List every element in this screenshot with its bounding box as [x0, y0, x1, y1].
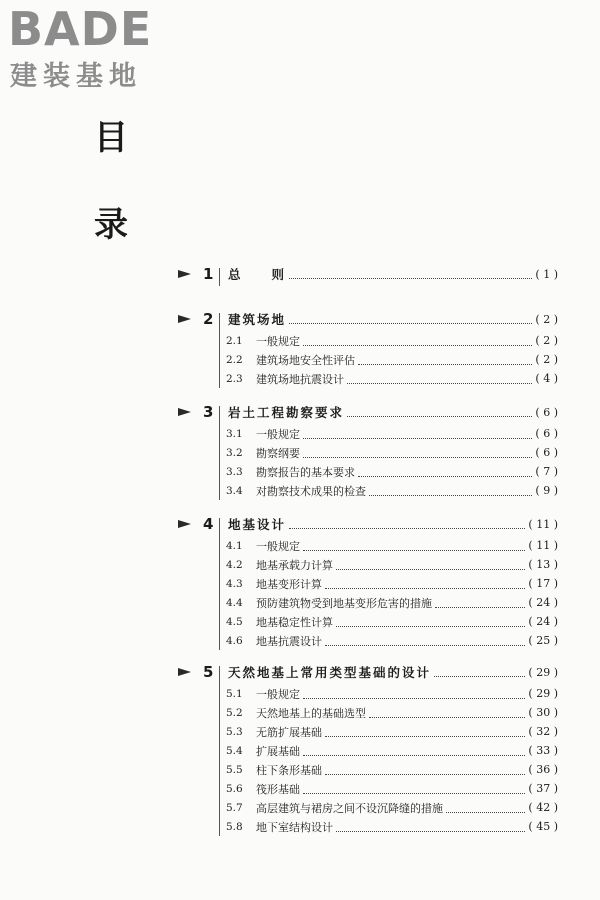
leader-dots	[303, 549, 525, 551]
section-number: 4.6	[226, 634, 243, 647]
chapter-title: 总 则	[228, 267, 287, 282]
section-row[interactable]	[226, 331, 558, 350]
section-number: 4.3	[226, 577, 243, 590]
section-row[interactable]	[226, 779, 558, 798]
page-number: ( 33 )	[528, 744, 558, 757]
page-number: ( 2 )	[535, 312, 558, 326]
section-title: 一般规定	[256, 687, 300, 701]
section-number: 5.5	[226, 763, 243, 776]
leader-dots	[369, 494, 532, 496]
chapter-1	[178, 262, 558, 286]
section-row[interactable]	[226, 684, 558, 703]
section-number: 5.1	[226, 687, 243, 700]
section-title: 地基稳定性计算	[256, 615, 333, 629]
arrow-right-icon	[178, 270, 191, 278]
section-title: 一般规定	[256, 334, 300, 348]
section-row[interactable]	[226, 612, 558, 631]
section-row[interactable]	[226, 369, 558, 388]
section-number: 2.3	[226, 372, 243, 385]
section-number: 5.7	[226, 801, 243, 814]
section-title: 建筑场地抗震设计	[256, 372, 344, 386]
page-number: ( 2 )	[535, 334, 558, 347]
page-number: ( 17 )	[528, 577, 558, 590]
leader-dots	[289, 322, 532, 324]
chapter-row[interactable]	[178, 307, 558, 331]
section-row[interactable]	[226, 462, 558, 481]
leader-dots	[303, 456, 532, 458]
section-title: 天然地基上的基础选型	[256, 706, 366, 720]
page-number: ( 25 )	[528, 634, 558, 647]
leader-dots	[303, 792, 525, 794]
leader-dots	[289, 277, 532, 279]
section-row[interactable]	[226, 703, 558, 722]
chapter-title: 岩土工程勘察要求	[228, 405, 345, 420]
section-title: 高层建筑与裙房之间不设沉降缝的措施	[256, 801, 443, 815]
page-number: ( 6 )	[535, 427, 558, 440]
leader-dots	[336, 568, 525, 570]
section-row[interactable]	[226, 798, 558, 817]
section-title: 地基抗震设计	[256, 634, 322, 648]
chapter-row[interactable]	[178, 512, 558, 536]
chapter-row[interactable]	[178, 262, 558, 286]
section-row[interactable]	[226, 536, 558, 555]
leader-dots	[347, 415, 532, 417]
section-title: 柱下条形基础	[256, 763, 322, 777]
chapter-title-line	[228, 400, 558, 424]
chapter-4	[178, 512, 558, 650]
page-number: ( 6 )	[535, 446, 558, 459]
page-number: ( 36 )	[528, 763, 558, 776]
section-number: 3.1	[226, 427, 243, 440]
chapter-number: 3	[203, 403, 214, 421]
section-number: 4.4	[226, 596, 243, 609]
section-title: 建筑场地安全性评估	[256, 353, 355, 367]
section-title: 勘察报告的基本要求	[256, 465, 355, 479]
section-row[interactable]	[226, 722, 558, 741]
leader-dots	[347, 382, 532, 384]
chapter-title-line	[228, 307, 558, 331]
leader-dots	[446, 811, 525, 813]
chapter-divider-bar	[219, 313, 220, 388]
page-number: ( 1 )	[535, 267, 558, 281]
section-row[interactable]	[226, 424, 558, 443]
page-number: ( 24 )	[528, 596, 558, 609]
page-number: ( 42 )	[528, 801, 558, 814]
leader-dots	[303, 437, 532, 439]
chapter-divider-bar	[219, 518, 220, 650]
page-number: ( 11 )	[528, 517, 558, 531]
chapter-divider-bar	[219, 406, 220, 500]
section-number: 3.3	[226, 465, 243, 478]
page-number: ( 29 )	[528, 665, 558, 679]
brand-logo	[8, 2, 178, 97]
arrow-right-icon	[178, 668, 191, 676]
logo-subtitle: 建装基地	[10, 61, 142, 92]
chapter-number: 5	[203, 663, 214, 681]
section-number: 5.3	[226, 725, 243, 738]
section-number: 3.4	[226, 484, 243, 497]
page-number: ( 32 )	[528, 725, 558, 738]
chapter-title: 天然地基上常用类型基础的设计	[228, 665, 432, 680]
leader-dots	[325, 644, 525, 646]
leader-dots	[358, 363, 532, 365]
leader-dots	[303, 754, 525, 756]
section-title: 一般规定	[256, 427, 300, 441]
page-number: ( 30 )	[528, 706, 558, 719]
logo-wordmark: BADE	[8, 2, 153, 56]
section-title: 地基承载力计算	[256, 558, 333, 572]
page-number: ( 45 )	[528, 820, 558, 833]
chapter-title-line	[228, 262, 558, 286]
section-number: 5.4	[226, 744, 243, 757]
page-number: ( 4 )	[535, 372, 558, 385]
section-title: 勘察纲要	[256, 446, 300, 460]
page-number: ( 29 )	[528, 687, 558, 700]
section-row[interactable]	[226, 631, 558, 650]
leader-dots	[336, 830, 525, 832]
section-number: 2.1	[226, 334, 243, 347]
section-row[interactable]	[226, 350, 558, 369]
section-title: 预防建筑物受到地基变形危害的措施	[256, 596, 432, 610]
chapter-number: 2	[203, 310, 214, 328]
section-row[interactable]	[226, 443, 558, 462]
chapter-3	[178, 400, 558, 500]
chapter-title-line	[228, 660, 558, 684]
chapter-title: 建筑场地	[228, 312, 287, 327]
leader-dots	[336, 625, 525, 627]
page-number: ( 9 )	[535, 484, 558, 497]
section-number: 4.1	[226, 539, 243, 552]
section-row[interactable]	[226, 481, 558, 500]
section-number: 4.2	[226, 558, 243, 571]
section-row[interactable]	[226, 741, 558, 760]
section-number: 2.2	[226, 353, 243, 366]
page-number: ( 6 )	[535, 405, 558, 419]
section-number: 4.5	[226, 615, 243, 628]
section-row[interactable]	[226, 817, 558, 836]
chapter-divider-bar	[219, 268, 220, 286]
leader-dots	[303, 344, 532, 346]
section-title: 一般规定	[256, 539, 300, 553]
leader-dots	[435, 606, 525, 608]
section-row[interactable]	[226, 555, 558, 574]
section-row[interactable]	[226, 760, 558, 779]
page-number: ( 11 )	[528, 539, 558, 552]
chapter-5	[178, 660, 558, 836]
chapter-number: 4	[203, 515, 214, 533]
section-number: 5.8	[226, 820, 243, 833]
arrow-right-icon	[178, 315, 191, 323]
toc-heading-char-1: 目	[94, 118, 128, 158]
leader-dots	[325, 773, 525, 775]
section-title: 地基变形计算	[256, 577, 322, 591]
section-title: 筏形基础	[256, 782, 300, 796]
leader-dots	[369, 716, 525, 718]
chapter-title-line	[228, 512, 558, 536]
section-row[interactable]	[226, 593, 558, 612]
toc-heading-char-2: 录	[94, 205, 128, 245]
arrow-right-icon	[178, 520, 191, 528]
chapter-2	[178, 307, 558, 388]
section-title: 无筋扩展基础	[256, 725, 322, 739]
page-number: ( 13 )	[528, 558, 558, 571]
section-title: 地下室结构设计	[256, 820, 333, 834]
leader-dots	[289, 527, 525, 529]
section-title: 扩展基础	[256, 744, 300, 758]
page-number: ( 24 )	[528, 615, 558, 628]
section-title: 对勘察技术成果的检查	[256, 484, 366, 498]
chapter-number: 1	[203, 265, 214, 283]
page-number: ( 7 )	[535, 465, 558, 478]
leader-dots	[303, 697, 525, 699]
chapter-row[interactable]	[178, 400, 558, 424]
page-number: ( 2 )	[535, 353, 558, 366]
leader-dots	[325, 735, 525, 737]
leader-dots	[358, 475, 532, 477]
section-number: 5.6	[226, 782, 243, 795]
chapter-title: 地基设计	[228, 517, 287, 532]
leader-dots	[434, 675, 525, 677]
page-number: ( 37 )	[528, 782, 558, 795]
chapter-row[interactable]	[178, 660, 558, 684]
section-number: 3.2	[226, 446, 243, 459]
leader-dots	[325, 587, 525, 589]
section-row[interactable]	[226, 574, 558, 593]
arrow-right-icon	[178, 408, 191, 416]
chapter-divider-bar	[219, 666, 220, 836]
section-number: 5.2	[226, 706, 243, 719]
